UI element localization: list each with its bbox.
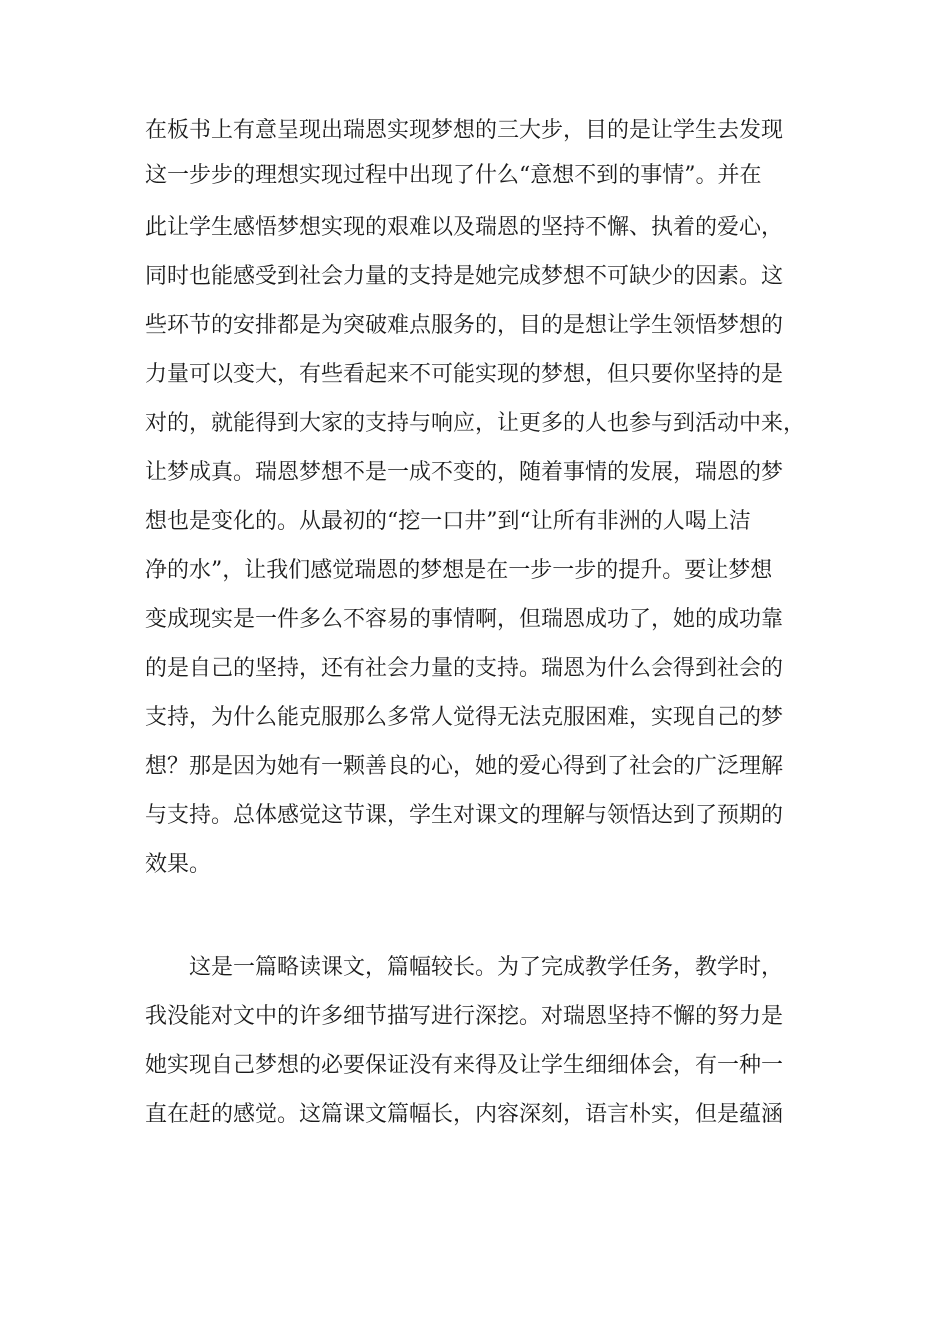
paragraph-1-line: 这一步步的理想实现过程中出现了什么“意想不到的事情”。并在 — [145, 163, 762, 188]
paragraph-1-line: 让梦成真。瑞恩梦想不是一成不变的，随着事情的发展，瑞恩的梦 — [145, 460, 784, 485]
paragraph-1-line: 此让学生感悟梦想实现的艰难以及瑞恩的坚持不懈、执着的爱心， — [145, 215, 784, 240]
paragraph-2-line: 直在赶的感觉。这篇课文篇幅长，内容深刻，语言朴实，但是蕴涵 — [145, 1102, 784, 1127]
paragraph-2-line: 她实现自己梦想的必要保证没有来得及让学生细细体会，有一种一 — [145, 1053, 784, 1078]
paragraph-1-line: 力量可以变大，有些看起来不可能实现的梦想，但只要你坚持的是 — [145, 362, 784, 387]
paragraph-1-line: 的是自己的坚持，还有社会力量的支持。瑞恩为什么会得到社会的 — [145, 656, 784, 681]
paragraph-1-line: 效果。 — [145, 852, 212, 877]
paragraph-1-line: 支持，为什么能克服那么多常人觉得无法克服困难，实现自己的梦 — [145, 705, 784, 730]
paragraph-1-line: 同时也能感受到社会力量的支持是她完成梦想不可缺少的因素。这 — [145, 264, 784, 289]
paragraph-1-line: 净的水”，让我们感觉瑞恩的梦想是在一步一步的提升。要让梦想 — [145, 558, 773, 583]
paragraph-2-line: 这是一篇略读课文，篇幅较长。为了完成教学任务，教学时， — [189, 955, 784, 980]
paragraph-1-line: 想也是变化的。从最初的“挖一口井”到“让所有非洲的人喝上洁 — [145, 509, 751, 534]
paragraph-1-line: 在板书上有意呈现出瑞恩实现梦想的三大步，目的是让学生去发现 — [145, 118, 784, 143]
paragraph-1-line: 想？那是因为她有一颗善良的心，她的爱心得到了社会的广泛理解 — [145, 754, 784, 779]
paragraph-1-line: 变成现实是一件多么不容易的事情啊，但瑞恩成功了，她的成功靠 — [145, 607, 784, 632]
paragraph-1-line: 对的，就能得到大家的支持与响应，让更多的人也参与到活动中来， — [145, 411, 806, 436]
paragraph-1-line: 与支持。总体感觉这节课，学生对课文的理解与领悟达到了预期的 — [145, 803, 784, 828]
paragraph-2-line: 我没能对文中的许多细节描写进行深挖。对瑞恩坚持不懈的努力是 — [145, 1004, 784, 1029]
paragraph-1-line: 些环节的安排都是为突破难点服务的，目的是想让学生领悟梦想的 — [145, 313, 784, 338]
